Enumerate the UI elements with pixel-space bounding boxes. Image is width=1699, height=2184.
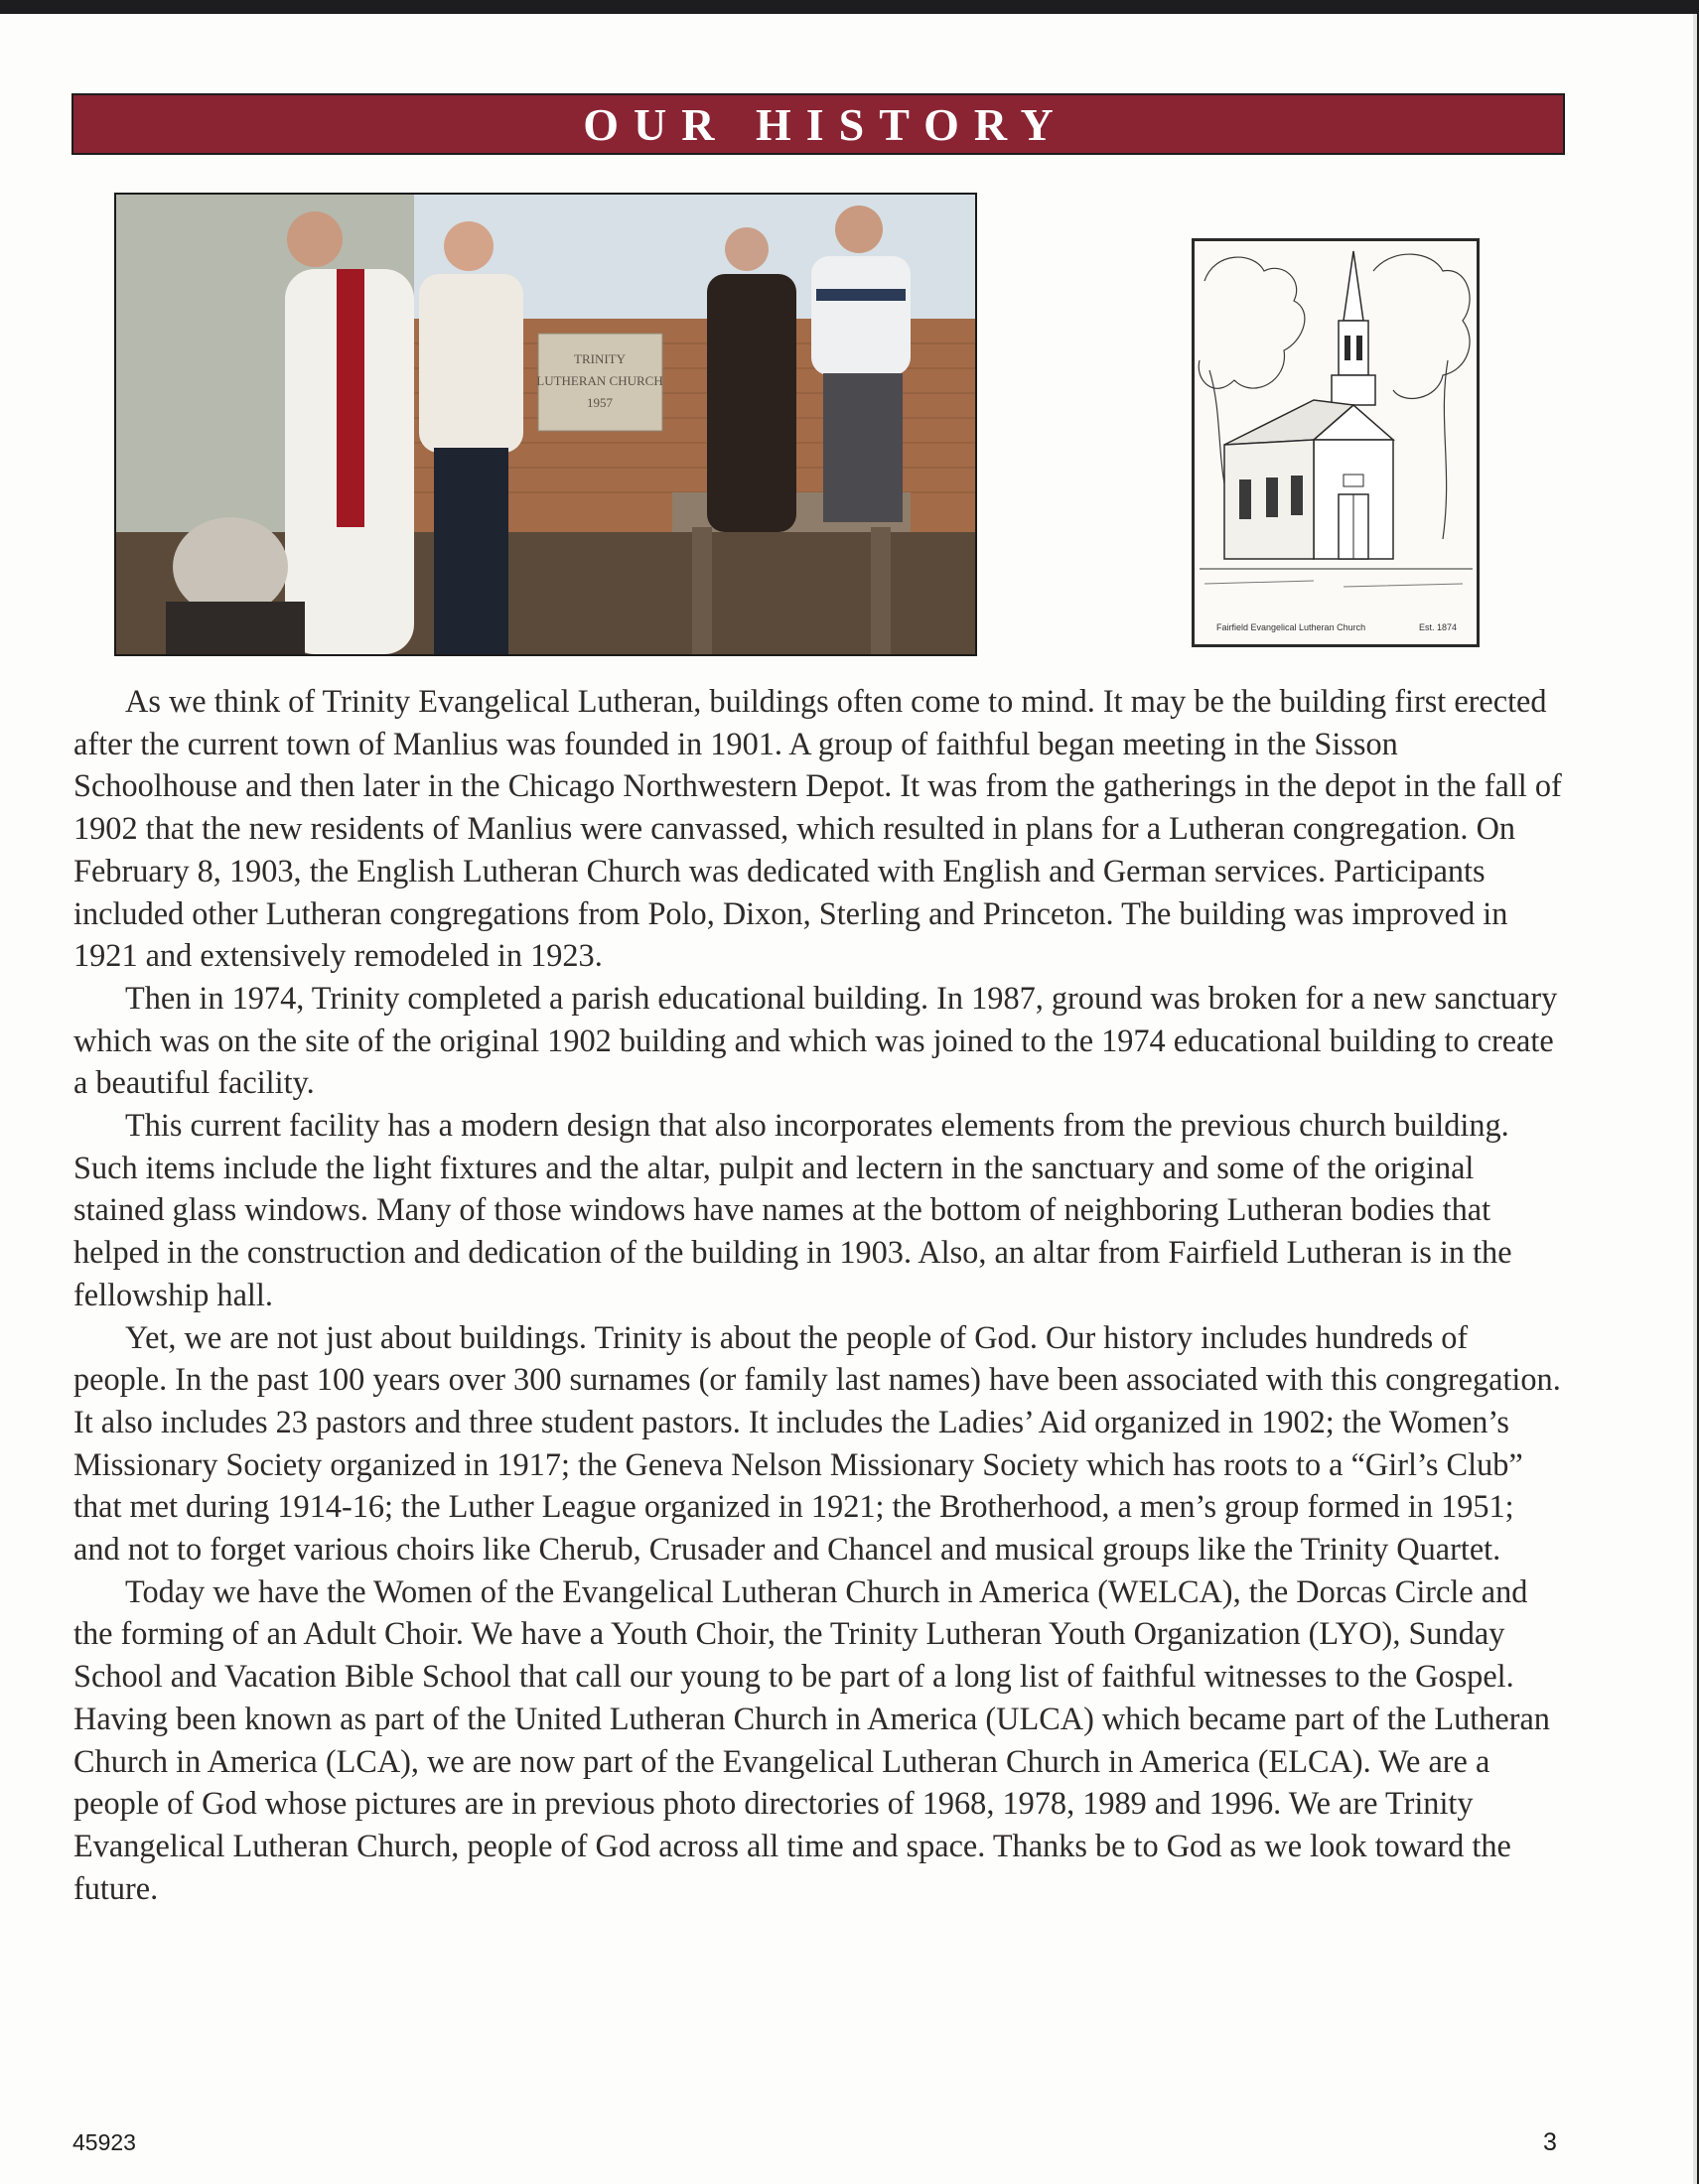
- cornerstone-line-3: 1957: [587, 395, 613, 410]
- paragraph-4: Yet, we are not just about buildings. Trinity is about the people of God. Our history includes hundreds of people. In the past 100 years over 300 surnames (or family last names) have been associated with this congregation. It also includes 23 pastors and three student pastors. It includes the Ladies’ Aid organized in 1902; the Women’s Missionary Society organized in 1917; the Geneva Nelson Missionary Society which has roots to a “Girl’s Club” that met during 1914-16; the Luther League organized in 1921; the Brotherhood, a men’s group formed in 1951; and not to forget various choirs like Cherub, Crusader and Chancel and musical groups like the Trinity Quartet.: [73, 1318, 1561, 1568]
- cornerstone-line-2: LUTHERAN CHURCH: [536, 373, 663, 388]
- section-title: OUR HISTORY: [583, 98, 1068, 150]
- group-photo: [114, 193, 977, 656]
- church-sketch: [1192, 238, 1480, 647]
- history-text: [73, 680, 1567, 1909]
- church-sketch-image: [1195, 241, 1477, 644]
- sketch-caption-right: Est. 1874: [1419, 622, 1458, 632]
- cornerstone-line-1: TRINITY: [574, 351, 626, 366]
- paragraph-1: As we think of Trinity Evangelical Lutheran, buildings often come to mind. It may be the building first erected after the current town of Manlius was founded in 1901. A group of faithful began meeting in the Sisson Schoolhouse and then later in the Chicago Northwestern Depot. It was from the gatherings in the depot in the fall of 1902 that the new residents of Manlius were canvassed, which resulted in plans for a Lutheran congregation. On February 8, 1903, the English Lutheran Church was dedicated with English and German services. Participants included other Lutheran congregations from Polo, Dixon, Sterling and Princeton. The building was improved in 1921 and extensively remodeled in 1923.: [73, 683, 1562, 974]
- section-header-bar: [71, 93, 1565, 155]
- footer-code: 45923: [72, 2129, 136, 2155]
- paragraph-5: Today we have the Women of the Evangelical Lutheran Church in America (WELCA), the Dorcas Circle and the forming of an Adult Choir. We have a Youth Choir, the Trinity Lutheran Youth Organization (LYO), Sunday School and Vacation Bible School that call our young to be part of a long list of faithful witnesses to the Gospel. Having been known as part of the United Lutheran Church in America (ULCA) which became part of the Lutheran Church in America (LCA), we are now part of the Evangelical Lutheran Church in America (ELCA). We are a people of God whose pictures are in previous photo directories of 1968, 1978, 1989 and 1996. We are Trinity Evangelical Lutheran Church, people of God across all time and space. Thanks be to God as we look toward the future.: [73, 1572, 1550, 1906]
- sketch-caption-left: Fairfield Evangelical Lutheran Church: [1216, 622, 1366, 632]
- page-number: 3: [1543, 2128, 1557, 2156]
- paragraph-3: This current facility has a modern design that also incorporates elements from the previous church building. Such items include the light fixtures and the altar, pulpit and lectern in the sanctuary and some of the original stained glass windows. Many of those windows have names at the bottom of neighboring Lutheran bodies that helped in the construction and dedication of the building in 1903. Also, an altar from Fairfield Lutheran is in the fellowship hall.: [73, 1107, 1512, 1312]
- group-photo-image: [116, 195, 975, 654]
- paragraph-2: Then in 1974, Trinity completed a parish educational building. In 1987, ground was broken for a new sanctuary which was on the site of the original 1902 building and which was joined to the 1974 educational building to create a beautiful facility.: [73, 979, 1558, 1101]
- document-page: [0, 14, 1697, 2184]
